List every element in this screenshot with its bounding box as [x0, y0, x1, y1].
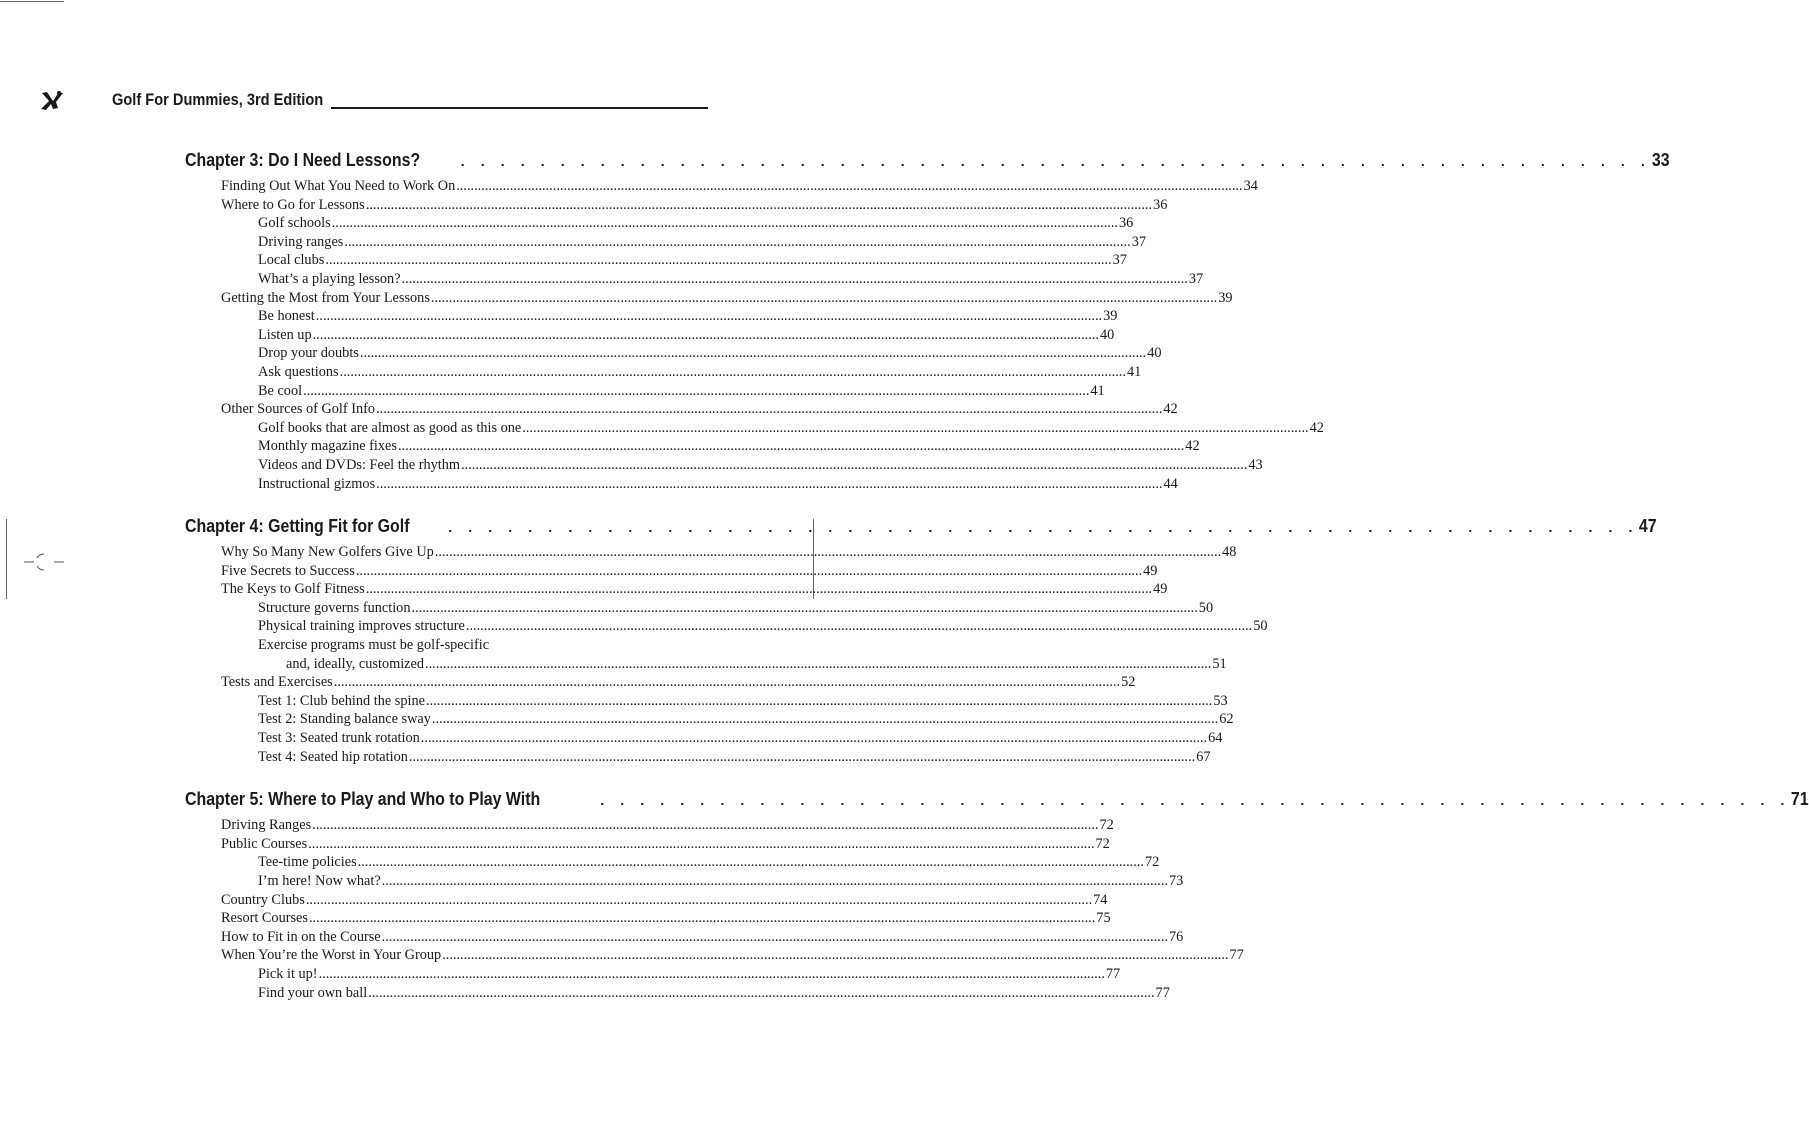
- toc-entry[interactable]: [185, 214, 1134, 233]
- toc-entry[interactable]: [185, 636, 701, 655]
- toc-entry[interactable]: [185, 617, 1268, 636]
- dot-leader: ............................................................................................................................................................................................................................: [376, 475, 1163, 492]
- toc-entry[interactable]: [185, 710, 1234, 729]
- toc-entry[interactable]: [185, 251, 1127, 270]
- chapter-page-number: 71: [1791, 788, 1809, 810]
- toc-entry-title: Ask questions: [258, 363, 339, 380]
- toc-entry-page-number: 37: [1112, 252, 1127, 269]
- toc-entry[interactable]: [185, 599, 1214, 618]
- toc-entry-title: Other Sources of Golf Info: [221, 401, 376, 418]
- dot-leader: ............................................................................................................................................................................................................................: [368, 984, 1155, 1001]
- dot-leader: ............................................................................................................................................................................................................................: [381, 928, 1168, 945]
- toc-entry-page-number: 39: [1103, 308, 1118, 325]
- chapter-heading[interactable]: [185, 146, 1670, 174]
- chapter-title: Chapter 5: Where to Play and Who to Play With: [185, 788, 541, 810]
- dot-leader: ............................................................................................................................................................................................................................: [331, 215, 1118, 232]
- toc-entry-page-number: 36: [1119, 215, 1134, 232]
- toc-entry-page-number: 49: [1143, 562, 1158, 579]
- toc-entry[interactable]: [185, 816, 1114, 835]
- toc-entry-page-number: 77: [1229, 947, 1244, 964]
- toc-entry-page-number: 41: [1126, 363, 1142, 380]
- toc-entry-page-number: 72: [1144, 854, 1160, 871]
- toc-entry[interactable]: [185, 562, 1158, 581]
- toc-entry-title: and, ideally, customized: [286, 655, 425, 672]
- running-header: [38, 89, 708, 111]
- toc-entry[interactable]: [185, 363, 1142, 382]
- chapter-tail-gap: [185, 766, 701, 776]
- toc-entry-title: Where to Go for Lessons: [221, 196, 365, 213]
- dot-leader: ............................................................................................................................................................................................................................: [365, 581, 1153, 598]
- dot-leader: ............................................................................................................................................................................................................................: [401, 270, 1188, 287]
- toc-entry[interactable]: [185, 965, 1121, 984]
- toc-entry[interactable]: [185, 437, 1200, 456]
- dot-leader: ............................................................................................................................................................................................................................: [420, 730, 1208, 747]
- registration-mark-icon: [24, 551, 64, 573]
- dot-leader: . . . . . . . . . . . . . . . . . . . . . . . . . . . . . . . . . . . . . . . . . . . . . . . . . . . . . . . . . . . .: [446, 521, 1637, 538]
- chapter-page-number: 33: [1651, 149, 1670, 170]
- toc-entry-page-number: 64: [1208, 730, 1223, 747]
- toc-entry-title: Public Courses: [221, 835, 308, 852]
- toc-entry-page-number: 42: [1309, 419, 1324, 436]
- toc-entry[interactable]: [185, 692, 1228, 711]
- toc-entry-title: Golf books that are almost as good as this one: [258, 419, 522, 436]
- toc-entry-title: Test 3: Seated trunk rotation: [258, 730, 420, 747]
- toc-entry-title: Why So Many New Golfers Give Up: [221, 544, 434, 561]
- toc-entry[interactable]: [185, 673, 1136, 692]
- toc-entry-title: Physical training improves structure: [258, 618, 465, 635]
- toc-entry[interactable]: [185, 835, 1110, 854]
- trim-mark-left: [6, 519, 7, 599]
- toc-entry-page-number: 62: [1219, 711, 1234, 728]
- toc-entry[interactable]: [185, 853, 1160, 872]
- toc-entry[interactable]: [185, 382, 1105, 401]
- toc-entry-title: I’m here! Now what?: [258, 873, 381, 889]
- dot-leader: ............................................................................................................................................................................................................................: [325, 252, 1112, 269]
- chapter-gap: [185, 776, 701, 785]
- chapter-heading[interactable]: [185, 512, 1657, 540]
- toc-entry[interactable]: [185, 307, 1118, 326]
- dot-leader: ............................................................................................................................................................................................................................: [318, 965, 1105, 982]
- toc-entry-title: Five Secrets to Success: [221, 562, 355, 579]
- toc-entry-title: Pick it up!: [258, 965, 318, 982]
- dot-leader: ............................................................................................................................................................................................................................: [522, 419, 1309, 436]
- dot-leader: ............................................................................................................................................................................................................................: [344, 233, 1131, 250]
- toc-entry[interactable]: [185, 475, 1178, 494]
- toc-entry[interactable]: [185, 928, 1184, 947]
- header-rule: [331, 107, 708, 109]
- toc-entry-title: The Keys to Golf Fitness: [221, 581, 365, 598]
- toc-entry-page-number: 75: [1096, 910, 1111, 927]
- dot-leader: ............................................................................................................................................................................................................................: [411, 599, 1198, 616]
- toc-entry-title: What’s a playing lesson?: [258, 270, 401, 287]
- toc-entry-page-number: 43: [1248, 456, 1263, 473]
- toc-entry-page-number: 52: [1121, 674, 1136, 691]
- toc-entry[interactable]: [185, 419, 1324, 438]
- dot-leader: ............................................................................................................................................................................................................................: [465, 618, 1253, 635]
- toc-entry[interactable]: [185, 177, 1258, 196]
- toc-entry[interactable]: [185, 946, 1244, 965]
- toc-entry-page-number: 50: [1198, 599, 1214, 616]
- toc-entry-page-number: 40: [1147, 345, 1162, 362]
- toc-entry-page-number: 51: [1212, 655, 1227, 672]
- toc-entry-title: Driving Ranges: [221, 817, 312, 834]
- dot-leader: ............................................................................................................................................................................................................................: [456, 178, 1243, 194]
- chapter-title: Chapter 4: Getting Fit for Golf: [185, 515, 410, 537]
- toc-entry-page-number: 34: [1243, 178, 1258, 194]
- dot-leader: ............................................................................................................................................................................................................................: [308, 910, 1096, 927]
- dot-leader: ............................................................................................................................................................................................................................: [305, 891, 1093, 908]
- dot-leader: ............................................................................................................................................................................................................................: [425, 655, 1212, 672]
- dot-leader: ............................................................................................................................................................................................................................: [333, 674, 1121, 691]
- toc-entry-title: Find your own ball: [258, 984, 368, 1001]
- dot-leader: ............................................................................................................................................................................................................................: [431, 711, 1219, 728]
- toc-entry-title: Test 1: Club behind the spine: [258, 692, 425, 709]
- toc-entry-title: Tests and Exercises: [221, 674, 333, 691]
- toc-entry-page-number: 50: [1253, 618, 1268, 635]
- dot-leader: ............................................................................................................................................................................................................................: [442, 947, 1229, 964]
- dot-leader: ............................................................................................................................................................................................................................: [430, 289, 1218, 306]
- dot-leader: ............................................................................................................................................................................................................................: [303, 382, 1090, 399]
- toc-entry-title: Test 2: Standing balance sway: [258, 711, 431, 728]
- chapter-gap: [185, 503, 701, 512]
- toc-entry-page-number: 37: [1131, 233, 1146, 250]
- toc-entry[interactable]: [185, 655, 1227, 674]
- toc-entry[interactable]: [185, 270, 1204, 289]
- toc-entry-title: Getting the Most from Your Lessons: [221, 289, 430, 306]
- toc-entry-title: Exercise programs must be golf-specific: [258, 637, 490, 654]
- toc-entry-title: When You’re the Worst in Your Group: [221, 947, 442, 964]
- toc-entry[interactable]: [185, 891, 1108, 910]
- dot-leader: ............................................................................................................................................................................................................................: [308, 835, 1095, 852]
- toc-entry-title: Country Clubs: [221, 891, 305, 908]
- dummies-logo-icon: [38, 89, 66, 111]
- toc-entry[interactable]: [185, 344, 1162, 363]
- toc-entry-title: Structure governs function: [258, 599, 411, 616]
- trim-mark-top: [0, 1, 64, 2]
- toc-entry-page-number: 72: [1095, 835, 1110, 852]
- toc-entry-page-number: 53: [1213, 692, 1228, 709]
- toc-entry-title: Driving ranges: [258, 233, 344, 250]
- toc-entry-page-number: 49: [1153, 581, 1168, 598]
- toc-entry[interactable]: [185, 326, 1115, 345]
- toc-entry-page-number: 77: [1105, 965, 1121, 982]
- toc-entry[interactable]: [185, 233, 1146, 252]
- chapter-tail-gap: [185, 1002, 701, 1012]
- toc-entry[interactable]: [185, 289, 1233, 308]
- toc-entry-page-number: 42: [1185, 438, 1200, 455]
- dot-leader: ............................................................................................................................................................................................................................: [339, 363, 1126, 380]
- toc-entry[interactable]: [185, 456, 1263, 475]
- dot-leader: . . . . . . . . . . . . . . . . . . . . . . . . . . . . . . . . . . . . . . . . . . . . . . . . . . . . . . . . . . . .: [598, 794, 1789, 811]
- toc-entry[interactable]: [185, 909, 1111, 928]
- toc-entry[interactable]: [185, 729, 1223, 748]
- toc-entry-page-number: 40: [1099, 326, 1115, 343]
- toc-entry-page-number: 37: [1188, 270, 1204, 287]
- toc-entry[interactable]: [185, 872, 1184, 891]
- toc-entry-title: Monthly magazine fixes: [258, 438, 397, 455]
- toc-entry-page-number: 76: [1168, 928, 1184, 945]
- toc-entry-page-number: 73: [1169, 873, 1184, 889]
- book-title: Golf For Dummies, 3rd Edition: [112, 90, 324, 109]
- toc-entry-title: How to Fit in on the Course: [221, 928, 381, 945]
- table-of-contents: [185, 146, 1809, 1012]
- toc-entry[interactable]: [185, 196, 1168, 215]
- toc-entry-page-number: 48: [1222, 544, 1237, 561]
- toc-entry-title: Finding Out What You Need to Work On: [221, 178, 456, 194]
- toc-entry-title: Instructional gizmos: [258, 475, 376, 492]
- toc-entry-title: Local clubs: [258, 252, 325, 269]
- toc-entry-page-number: 36: [1153, 196, 1168, 213]
- toc-entry[interactable]: [185, 748, 1211, 767]
- toc-entry-title: Videos and DVDs: Feel the rhythm: [258, 456, 461, 473]
- toc-entry-title: Be cool: [258, 382, 303, 399]
- toc-entry[interactable]: [185, 400, 1178, 419]
- chapter-page-number: 47: [1639, 515, 1657, 537]
- dot-leader: . . . . . . . . . . . . . . . . . . . . . . . . . . . . . . . . . . . . . . . . . . . . . . . . . . . . . . . . . . . .: [458, 155, 1649, 171]
- toc-entry-page-number: 41: [1090, 382, 1105, 399]
- toc-entry-page-number: 74: [1093, 891, 1108, 908]
- toc-entry-page-number: 72: [1099, 817, 1114, 834]
- toc-entry-page-number: 77: [1155, 984, 1170, 1001]
- dot-leader: ............................................................................................................................................................................................................................: [312, 817, 1099, 834]
- toc-entry-title: Listen up: [258, 326, 312, 343]
- dot-leader: ............................................................................................................................................................................................................................: [315, 308, 1103, 325]
- dot-leader: ............................................................................................................................................................................................................................: [365, 196, 1153, 213]
- toc-entry-title: Resort Courses: [221, 910, 308, 927]
- dot-leader: ............................................................................................................................................................................................................................: [312, 326, 1099, 343]
- toc-entry-title: Golf schools: [258, 215, 331, 232]
- toc-entry[interactable]: [185, 580, 1168, 599]
- dot-leader: ............................................................................................................................................................................................................................: [461, 456, 1248, 473]
- dot-leader: ............................................................................................................................................................................................................................: [381, 873, 1168, 889]
- toc-entry[interactable]: [185, 984, 1170, 1003]
- dot-leader: ............................................................................................................................................................................................................................: [408, 748, 1196, 765]
- toc-entry-page-number: 67: [1196, 748, 1211, 765]
- dot-leader: ............................................................................................................................................................................................................................: [359, 345, 1147, 362]
- dot-leader: ............................................................................................................................................................................................................................: [376, 401, 1163, 418]
- dot-leader: ............................................................................................................................................................................................................................: [397, 438, 1185, 455]
- dot-leader: ............................................................................................................................................................................................................................: [357, 854, 1144, 871]
- dot-leader: ............................................................................................................................................................................................................................: [434, 544, 1222, 561]
- dot-leader: ............................................................................................................................................................................................................................: [355, 562, 1143, 579]
- toc-entry-page-number: 44: [1163, 475, 1178, 492]
- toc-entry-page-number: 39: [1218, 289, 1233, 306]
- chapter-heading[interactable]: [185, 785, 1809, 813]
- toc-entry-title: Be honest: [258, 308, 315, 325]
- toc-entry-title: Drop your doubts: [258, 345, 359, 362]
- chapter-title: Chapter 3: Do I Need Lessons?: [185, 149, 421, 170]
- toc-entry-page-number: 42: [1163, 401, 1178, 418]
- dot-leader: ............................................................................................................................................................................................................................: [425, 692, 1213, 709]
- toc-entry-title: Test 4: Seated hip rotation: [258, 748, 408, 765]
- toc-entry-title: Tee-time policies: [258, 854, 357, 871]
- toc-entry[interactable]: [185, 543, 1237, 562]
- chapter-tail-gap: [185, 493, 701, 503]
